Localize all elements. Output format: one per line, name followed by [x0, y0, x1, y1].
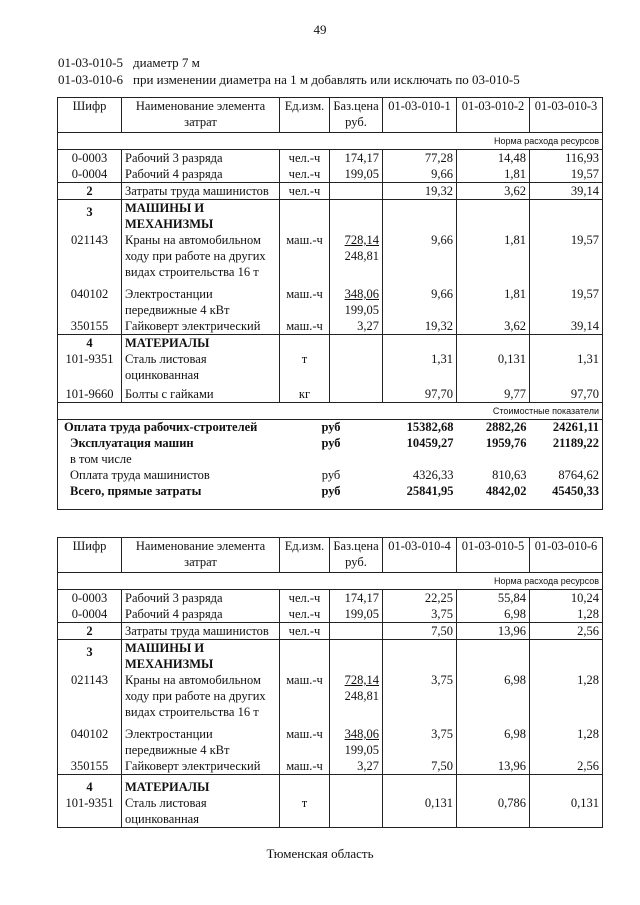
group-code: 3: [58, 640, 122, 673]
row-value: 6,98: [457, 606, 530, 623]
row-code: 021143: [58, 232, 122, 280]
row-value: 14,48: [457, 150, 530, 167]
summary-label: Оплата труда машинистов: [70, 468, 210, 482]
row-code: 350155: [58, 758, 122, 775]
resource-table-2: [57, 537, 603, 828]
summary-row: [58, 467, 603, 483]
row-name: Затраты труда машинистов: [122, 623, 280, 640]
group-code: 4: [58, 335, 122, 352]
row-unit: т: [280, 795, 330, 828]
col-1-header: 01-03-010-1: [383, 98, 457, 133]
page-number: 49: [313, 22, 327, 37]
row-value: 22,25: [383, 590, 457, 607]
row-value: 77,28: [383, 150, 457, 167]
row-code: 021143: [58, 672, 122, 720]
col-6-header: 01-03-010-6: [530, 538, 603, 573]
row-code: 2: [58, 183, 122, 200]
col-3-header: 01-03-010-3: [530, 98, 603, 133]
price-value-2: 199,05: [344, 303, 379, 317]
row-value: 1,28: [530, 672, 603, 720]
table-row: [58, 183, 603, 200]
row-name: Болты с гайками: [122, 383, 280, 403]
price-value: 728,14: [344, 673, 379, 687]
col-code-header: Шифр: [58, 538, 122, 573]
row-price: 3,27: [330, 758, 383, 775]
summary-label: Всего, прямые затраты: [70, 484, 202, 498]
summary-row: [58, 483, 603, 499]
table-row: [58, 672, 603, 720]
row-value: 116,93: [530, 150, 603, 167]
group-name: МАТЕРИАЛЫ: [122, 775, 280, 796]
row-price: 199,05: [330, 606, 383, 623]
row-value: 3,75: [383, 672, 457, 720]
summary-value: 4842,02: [485, 484, 527, 498]
header-code: 01-03-010-5: [58, 55, 123, 70]
row-value: 19,57: [530, 166, 603, 183]
row-value: 1,28: [530, 606, 603, 623]
row-name: Краны на автомобильном ходу при работе на других видах строительства 16 т: [122, 672, 280, 720]
row-code: 0-0003: [58, 150, 122, 167]
row-unit: маш.-ч: [280, 232, 330, 280]
row-price: 199,05: [330, 166, 383, 183]
summary-row: [58, 435, 603, 451]
row-value: 19,57: [530, 232, 603, 280]
price-value: 348,06: [344, 287, 379, 301]
row-value: 1,81: [457, 280, 530, 318]
row-value: 39,14: [530, 183, 603, 200]
row-unit: чел.-ч: [280, 166, 330, 183]
price-value: 728,14: [344, 233, 379, 247]
section-cost-label: Стоимостные показатели: [58, 403, 603, 420]
group-row: [58, 775, 603, 796]
section-norm-label: Норма расхода ресурсов: [58, 133, 603, 150]
row-value: 6,98: [457, 672, 530, 720]
row-code: 101-9660: [58, 383, 122, 403]
header-text: при изменении диаметра на 1 м добавлять или исключать по 03-010-5: [133, 72, 520, 87]
summary-unit: руб: [321, 436, 341, 450]
row-price: [330, 232, 383, 280]
col-5-header: 01-03-010-5: [457, 538, 530, 573]
price-value-2: 199,05: [344, 743, 379, 757]
table-header-row: [58, 98, 603, 133]
row-unit: маш.-ч: [280, 318, 330, 335]
row-value: 97,70: [383, 383, 457, 403]
row-value: 9,77: [457, 383, 530, 403]
row-price: [330, 795, 383, 828]
header-code: 01-03-010-6: [58, 72, 123, 87]
group-code: 3: [58, 200, 122, 233]
row-name: Гайковерт электрический: [122, 318, 280, 335]
row-unit: чел.-ч: [280, 150, 330, 167]
row-value: 19,32: [383, 183, 457, 200]
row-name: Сталь листовая оцинкованная: [122, 351, 280, 383]
row-value: 1,81: [457, 232, 530, 280]
row-value: 0,131: [383, 795, 457, 828]
summary-value: 1959,76: [485, 436, 527, 450]
header-line-1: [58, 55, 200, 71]
summary-value: [383, 451, 457, 467]
price-value: 348,06: [344, 727, 379, 741]
col-price-header: Баз.цена руб.: [330, 98, 383, 133]
table-row: [58, 606, 603, 623]
col-2-header: 01-03-010-2: [457, 98, 530, 133]
row-value: 9,66: [383, 280, 457, 318]
summary-row: [58, 451, 603, 467]
table-row: [58, 795, 603, 828]
summary-value: 10459,27: [406, 436, 454, 450]
row-value: 7,50: [383, 623, 457, 640]
row-name: Гайковерт электрический: [122, 758, 280, 775]
row-code: 2: [58, 623, 122, 640]
table-row: [58, 280, 603, 318]
group-row: [58, 335, 603, 352]
row-value: 3,62: [457, 183, 530, 200]
summary-unit: [280, 451, 383, 467]
summary-value: 21189,22: [552, 436, 600, 450]
row-value: 1,31: [530, 351, 603, 383]
row-code: 350155: [58, 318, 122, 335]
row-unit: маш.-ч: [280, 720, 330, 758]
summary-value: 45450,33: [552, 484, 600, 498]
table-row: [58, 166, 603, 183]
summary-label: в том числе: [70, 452, 132, 466]
group-code: 4: [58, 775, 122, 796]
row-price: [330, 280, 383, 318]
summary-value: 810,63: [492, 468, 527, 482]
col-unit-header: Ед.изм.: [280, 538, 330, 573]
row-name: Электростанции передвижные 4 кВт: [122, 720, 280, 758]
row-value: 10,24: [530, 590, 603, 607]
resource-table-1: [57, 97, 603, 420]
summary-unit: руб: [321, 468, 341, 482]
summary-value: 4326,33: [412, 468, 454, 482]
group-name: МАШИНЫ И МЕХАНИЗМЫ: [122, 200, 280, 233]
row-unit: кг: [280, 383, 330, 403]
row-price: [330, 672, 383, 720]
row-code: 0-0004: [58, 606, 122, 623]
row-value: 3,75: [383, 720, 457, 758]
row-value: 1,28: [530, 720, 603, 758]
row-code: 0-0003: [58, 590, 122, 607]
header-line-2: [58, 72, 520, 88]
table-row: [58, 383, 603, 403]
row-price: [330, 720, 383, 758]
row-unit: чел.-ч: [280, 606, 330, 623]
row-value: 0,786: [457, 795, 530, 828]
row-unit: чел.-ч: [280, 183, 330, 200]
row-value: 3,62: [457, 318, 530, 335]
group-name: МАТЕРИАЛЫ: [122, 335, 280, 352]
table-row: [58, 232, 603, 280]
row-name: Затраты труда машинистов: [122, 183, 280, 200]
summary-unit: руб: [321, 420, 341, 434]
row-value: 1,81: [457, 166, 530, 183]
row-value: 7,50: [383, 758, 457, 775]
row-name: Рабочий 4 разряда: [122, 606, 280, 623]
header-text: диаметр 7 м: [133, 55, 200, 70]
price-value-2: 248,81: [344, 689, 379, 703]
summary-label: Оплата труда рабочих-строителей: [64, 420, 258, 434]
table-row: [58, 623, 603, 640]
row-unit: чел.-ч: [280, 590, 330, 607]
row-value: 2,56: [530, 623, 603, 640]
table-row: [58, 720, 603, 758]
row-unit: маш.-ч: [280, 758, 330, 775]
col-price-header: Баз.цена руб.: [330, 538, 383, 573]
row-value: 97,70: [530, 383, 603, 403]
row-price: [330, 183, 383, 200]
col-name-header: Наименование элемента затрат: [122, 538, 280, 573]
row-value: 0,131: [530, 795, 603, 828]
row-value: 19,57: [530, 280, 603, 318]
row-value: 2,56: [530, 758, 603, 775]
row-value: 19,32: [383, 318, 457, 335]
summary-value: 15382,68: [406, 420, 454, 434]
row-price: [330, 623, 383, 640]
summary-value: [530, 451, 603, 467]
row-price: [330, 351, 383, 383]
group-row: [58, 640, 603, 673]
row-unit: маш.-ч: [280, 672, 330, 720]
row-price: [330, 383, 383, 403]
price-value-2: 248,81: [344, 249, 379, 263]
col-4-header: 01-03-010-4: [383, 538, 457, 573]
table-header-row: [58, 538, 603, 573]
summary-value: [457, 451, 530, 467]
summary-value: 8764,62: [558, 468, 600, 482]
row-price: 174,17: [330, 150, 383, 167]
row-value: 13,96: [457, 623, 530, 640]
col-code-header: Шифр: [58, 98, 122, 133]
row-code: 101-9351: [58, 351, 122, 383]
row-value: 1,31: [383, 351, 457, 383]
row-value: 3,75: [383, 606, 457, 623]
row-name: Краны на автомобильном ходу при работе на других видах строительства 16 т: [122, 232, 280, 280]
table-row: [58, 150, 603, 167]
row-value: 9,66: [383, 166, 457, 183]
row-name: Электростанции передвижные 4 кВт: [122, 280, 280, 318]
row-value: 55,84: [457, 590, 530, 607]
col-name-header: Наименование элемента затрат: [122, 98, 280, 133]
row-name: Сталь листовая оцинкованная: [122, 795, 280, 828]
summary-table-1: [57, 415, 603, 510]
table-row: [58, 590, 603, 607]
summary-value: 24261,11: [552, 420, 600, 434]
summary-value: 2882,26: [485, 420, 527, 434]
col-unit-header: Ед.изм.: [280, 98, 330, 133]
group-row: [58, 200, 603, 233]
row-name: Рабочий 4 разряда: [122, 166, 280, 183]
row-value: 39,14: [530, 318, 603, 335]
row-value: 9,66: [383, 232, 457, 280]
row-name: Рабочий 3 разряда: [122, 150, 280, 167]
section-norm-label: Норма расхода ресурсов: [58, 573, 603, 590]
summary-value: 25841,95: [406, 484, 454, 498]
row-code: 040102: [58, 720, 122, 758]
row-name: Рабочий 3 разряда: [122, 590, 280, 607]
row-unit: маш.-ч: [280, 280, 330, 318]
row-value: 13,96: [457, 758, 530, 775]
group-name: МАШИНЫ И МЕХАНИЗМЫ: [122, 640, 280, 673]
summary-row: [58, 419, 603, 435]
row-price: 174,17: [330, 590, 383, 607]
table-row: [58, 351, 603, 383]
row-code: 040102: [58, 280, 122, 318]
summary-label: Эксплуатация машин: [70, 436, 194, 450]
table-row: [58, 758, 603, 775]
row-code: 101-9351: [58, 795, 122, 828]
table-row: [58, 318, 603, 335]
summary-unit: руб: [321, 484, 341, 498]
row-unit: чел.-ч: [280, 623, 330, 640]
row-code: 0-0004: [58, 166, 122, 183]
row-unit: т: [280, 351, 330, 383]
row-value: 0,131: [457, 351, 530, 383]
row-value: 6,98: [457, 720, 530, 758]
row-price: 3,27: [330, 318, 383, 335]
footer-region: Тюменская область: [266, 846, 374, 861]
